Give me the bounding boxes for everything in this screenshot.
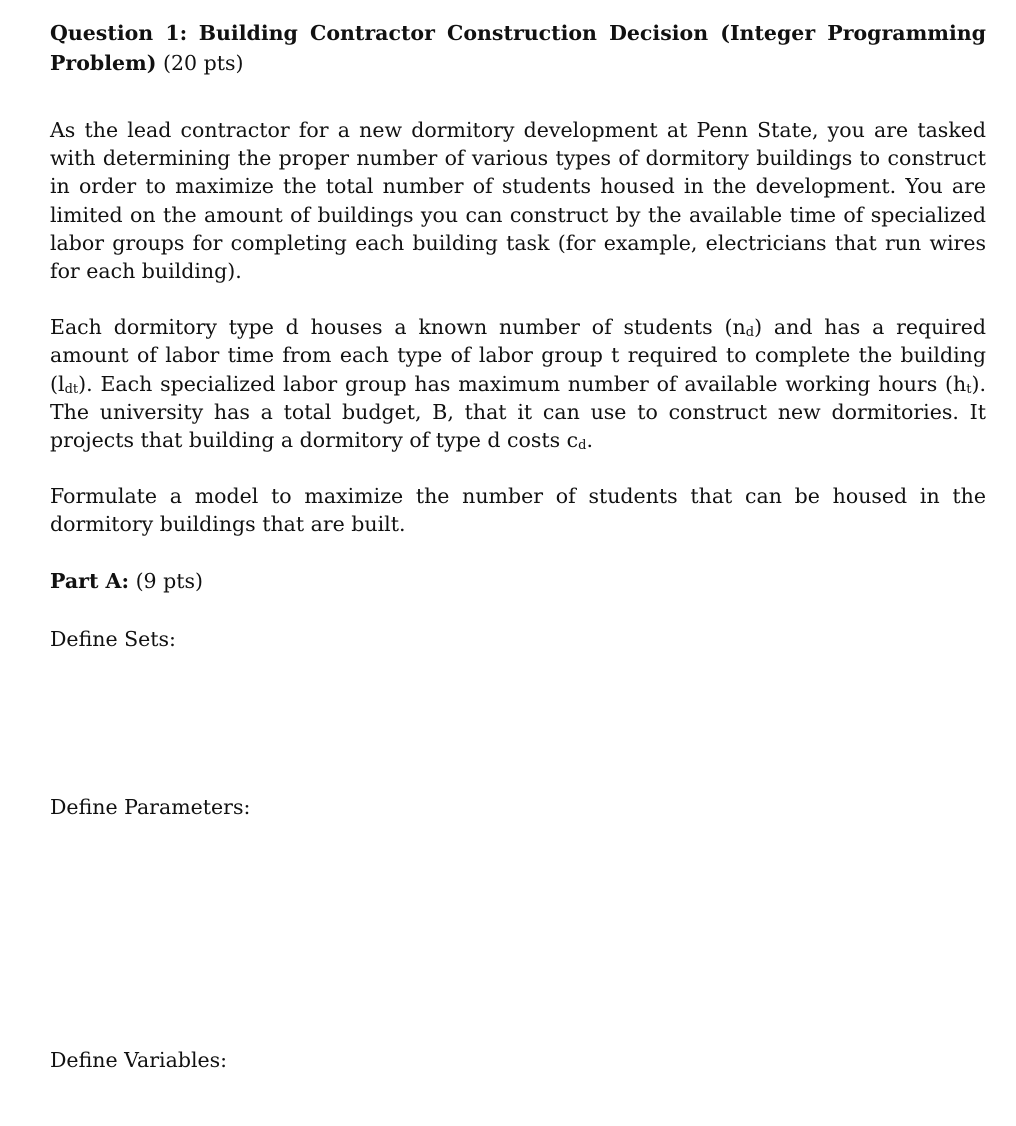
p2-text-3: ). Each specialized labor group has maximum number of available working hours (h [78, 371, 967, 396]
define-parameters-label: Define Parameters: [50, 794, 251, 819]
p2-text-1: Each dormitory type d houses a known number of students (n [50, 315, 746, 340]
question-page [50, 18, 986, 1074]
define-variables-label: Define Variables: [50, 1047, 228, 1072]
subscript-ht: t [966, 381, 972, 397]
parameters-paragraph [50, 313, 986, 454]
p2-text-4: ). The university has a total budget, B, that it can use to construct new dormitories. It projects that building a dormitory of type d costs c [50, 371, 986, 453]
part-a-points: (9 pts) [135, 568, 203, 593]
intro-paragraph: As the lead contractor for a new dormitory development at Penn State, you are tasked with determining the proper number of various types of dormitory buildings to construct in order to maximize the total number of students housed in the development. You are limited on the amount of buildings you can construct by the available time of specialized labor groups for completing each building task (for example, electricians that run wires for each building). [50, 118, 986, 284]
part-a-heading [50, 567, 986, 595]
p2-text-2: ) and has a required amount of labor time from each type of labor group t required to complete the building (l [50, 315, 986, 396]
objective-paragraph: Formulate a model to maximize the number of students that can be housed in the dormitory buildings that are built. [50, 484, 986, 537]
part-a-label: Part A: [50, 568, 130, 593]
subscript-cd: d [578, 438, 587, 454]
subscript-nd: d [745, 325, 755, 341]
question-number: Question 1: [50, 21, 188, 45]
question-title-text: Building Contractor Construction Decision (Integer Programming Problem) [50, 21, 986, 75]
question-points: (20 pts) [162, 51, 244, 75]
subscript-ldt: dt [64, 381, 79, 397]
define-sets-label: Define Sets: [50, 626, 176, 651]
p2-text-5: . [586, 428, 593, 453]
question-title [50, 18, 986, 78]
